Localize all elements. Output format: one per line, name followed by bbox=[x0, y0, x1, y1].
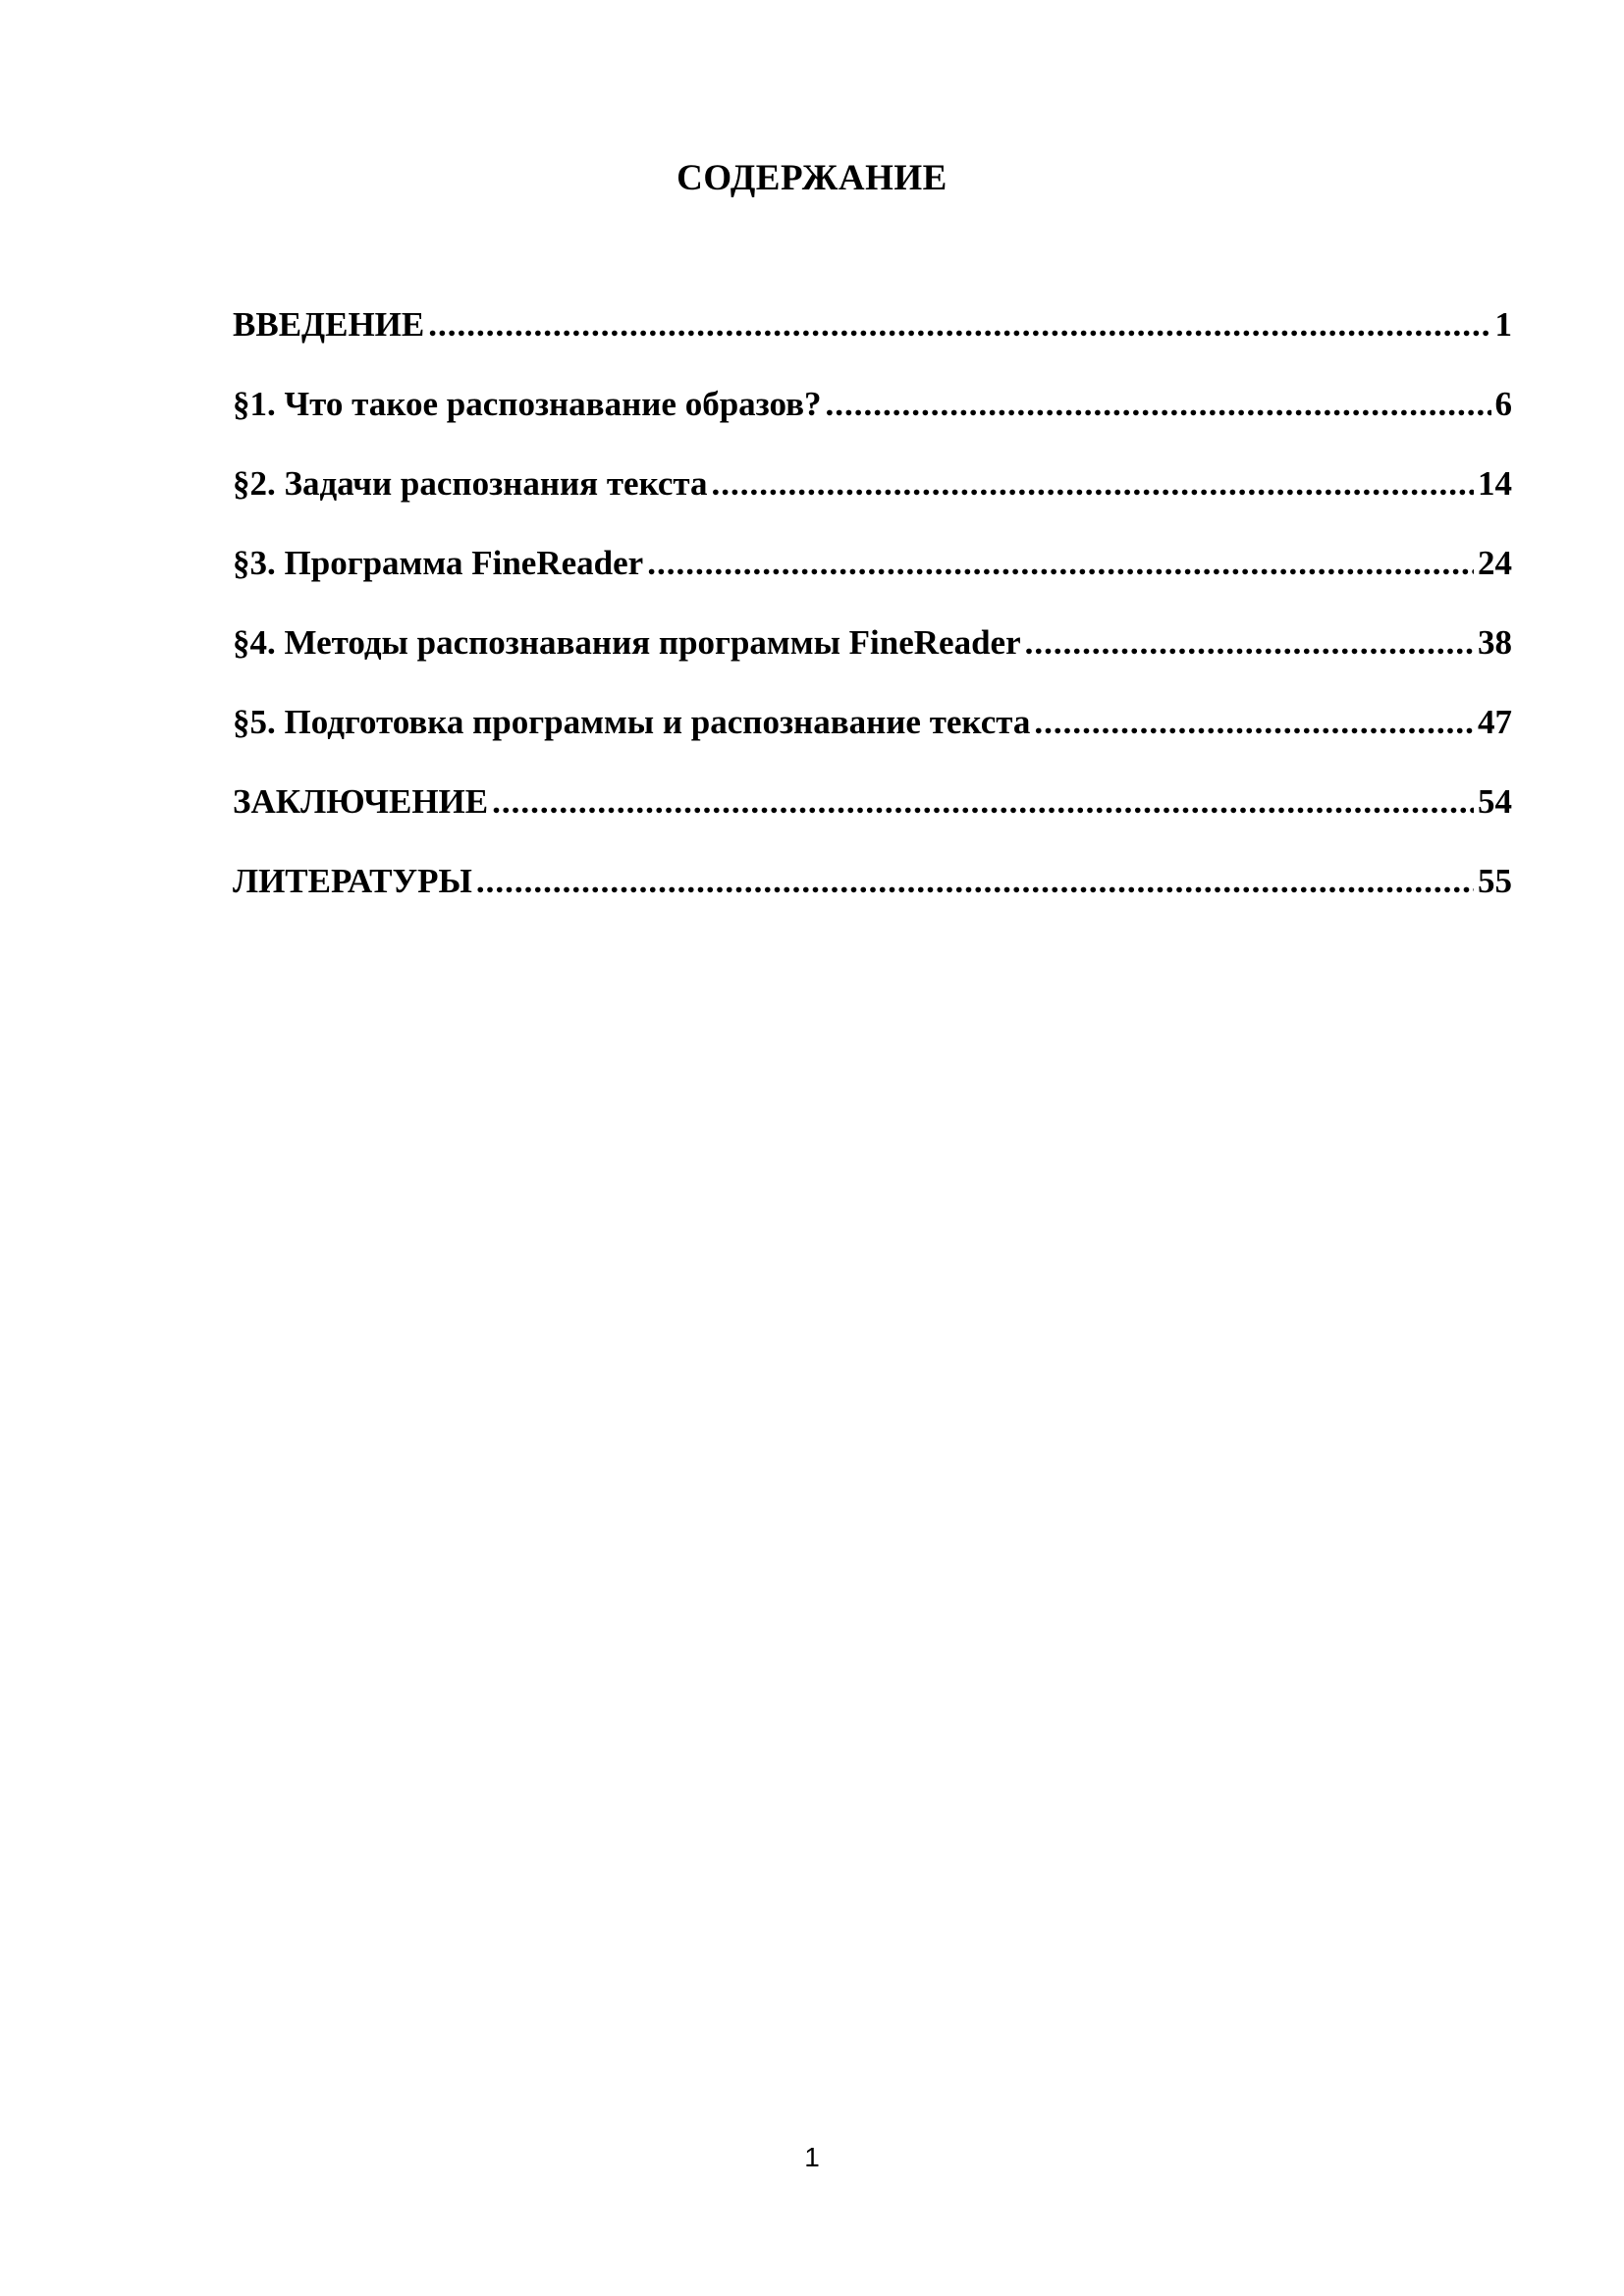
toc-entry-label: ЗАКЛЮЧЕНИЕ bbox=[233, 782, 489, 821]
toc-dot-leader bbox=[428, 301, 1490, 348]
toc-entry-label: §1. Что такое распознавание образов? bbox=[233, 385, 822, 423]
toc-entry-label: §3. Программа FineReader bbox=[233, 544, 644, 582]
footer-page-number: 1 bbox=[804, 2142, 820, 2172]
toc-entry-page: 55 bbox=[1478, 862, 1512, 900]
toc-entry-literature bbox=[233, 858, 1512, 937]
toc-entry-page: 54 bbox=[1478, 782, 1512, 821]
toc-entry-page: 1 bbox=[1494, 305, 1512, 344]
toc-entry-section-5 bbox=[233, 699, 1512, 778]
toc-entry-label: §4. Методы распознавания программы FineReader bbox=[233, 623, 1021, 662]
toc-entry-label: ВВЕДЕНИЕ bbox=[233, 305, 425, 344]
toc-entry-page: 14 bbox=[1478, 464, 1512, 503]
toc-entry-section-1 bbox=[233, 381, 1512, 460]
toc-entry-page: 24 bbox=[1478, 544, 1512, 582]
toc-dot-leader bbox=[826, 381, 1491, 428]
toc-entry-conclusion bbox=[233, 778, 1512, 858]
toc-entry-label: ЛИТЕРАТУРЫ bbox=[233, 862, 472, 900]
table-of-contents bbox=[233, 301, 1512, 937]
toc-entry-page: 38 bbox=[1478, 623, 1512, 662]
toc-title: СОДЕРЖАНИЕ bbox=[677, 158, 947, 198]
toc-dot-leader bbox=[1034, 699, 1474, 746]
toc-dot-leader bbox=[492, 778, 1474, 826]
toc-entry-section-3 bbox=[233, 540, 1512, 619]
toc-dot-leader bbox=[476, 858, 1474, 905]
toc-entry-section-4 bbox=[233, 619, 1512, 699]
toc-dot-leader bbox=[1025, 619, 1474, 667]
toc-entry-page: 47 bbox=[1478, 703, 1512, 741]
toc-entry-page: 6 bbox=[1494, 385, 1512, 423]
toc-dot-leader bbox=[647, 540, 1474, 587]
toc-entry-section-2 bbox=[233, 460, 1512, 540]
toc-entry-label: §5. Подготовка программы и распознавание текста bbox=[233, 703, 1031, 741]
toc-entry-introduction bbox=[233, 301, 1512, 381]
toc-dot-leader bbox=[712, 460, 1474, 507]
toc-entry-label: §2. Задачи распознания текста bbox=[233, 464, 708, 503]
